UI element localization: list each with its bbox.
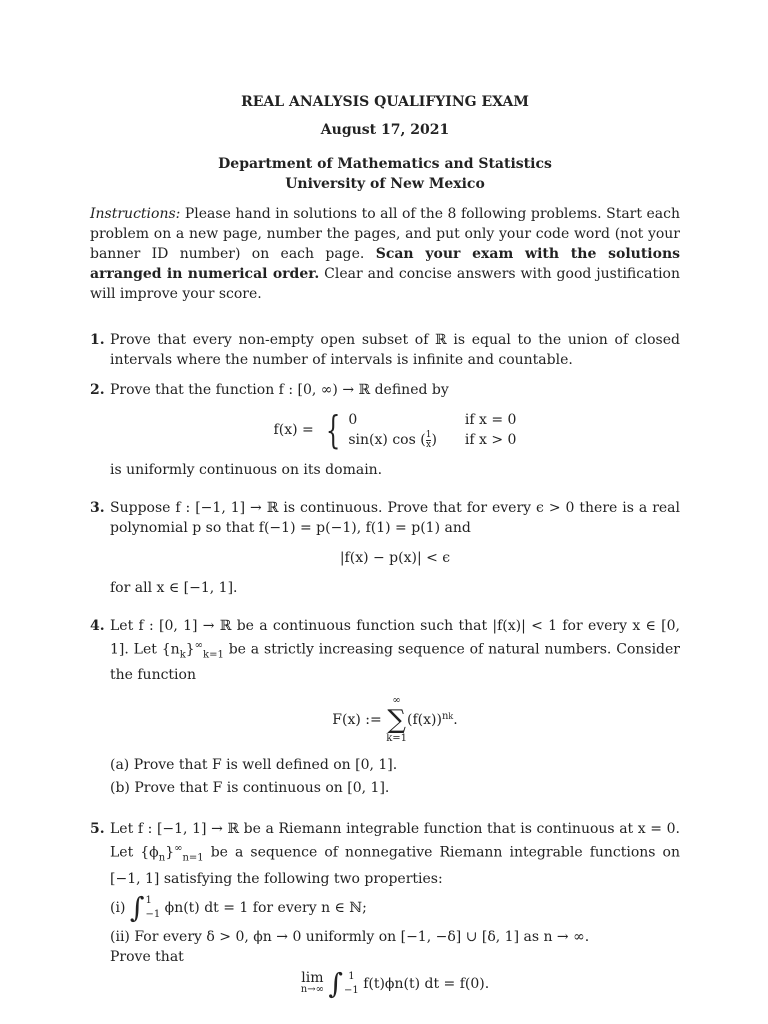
problem-1 <box>90 330 680 370</box>
problem-number: 1. <box>90 332 105 348</box>
fraction: $\frac{1}{x}$ <box>425 429 432 450</box>
function-lhs: f(x) = <box>273 422 314 438</box>
problem-4 <box>90 616 680 801</box>
inequality: |f(x) − p(x)| < ϵ <box>339 550 451 566</box>
part-b: (b) Prove that F is continuous on [0, 1]. <box>110 780 390 797</box>
university-name: University of New Mexico <box>285 176 485 192</box>
problem-intro: Prove that the function f : [0, ∞) → ℝ defined by <box>110 382 449 398</box>
problem-3 <box>90 498 680 598</box>
problem-number: 5. <box>90 821 105 838</box>
instructions-bold: Scan your exam with the solutions arranged in numerical order. <box>90 246 681 282</box>
exam-title: REAL ANALYSIS QUALIFYING EXAM <box>241 94 529 110</box>
limit-statement: lim n→∞ ∫ 1 −1 f(t)ϕn(t) dt = f(0). <box>300 966 490 1000</box>
problem-number: 3. <box>90 500 105 516</box>
problem-number: 2. <box>90 382 105 398</box>
case-1-condition: if x = 0 <box>464 412 517 428</box>
case-1-expression: 0 <box>348 412 358 428</box>
instructions-text-2: Clear and concise answers with good justification will improve your score. <box>90 266 680 302</box>
case-2-expression: sin(x) cos ( $\frac{1}{x}$ ) <box>348 429 437 450</box>
department-name: Department of Mathematics and Statistics <box>218 156 552 172</box>
problem-number: 4. <box>90 618 105 634</box>
instructions-text-1: Please hand in solutions to all of the 8 following problems. Start each problem on a new page, number the pages, and put only your code word (not your banner ID number) on each page. <box>90 206 680 262</box>
parts-list <box>110 755 680 798</box>
problem-outro: for all x ∈ [−1, 1]. <box>110 580 238 596</box>
problem-5 <box>90 819 680 1008</box>
instructions <box>90 204 680 304</box>
prove-label: Prove that <box>110 948 184 965</box>
problem-intro: Let f : [0, 1] → ℝ be a continuous function such that |f(x)| < 1 for every x ∈ [0, 1]. Let $\{n_k\}^\infty_{k=1}$ be a strictly increasing sequence of natural numbers. Consider the function <box>110 618 680 684</box>
integral-sign: ∫ 1 −1 <box>129 890 161 924</box>
exam-page <box>90 92 680 1009</box>
instructions-label: Instructions: <box>90 206 181 222</box>
property-i: (i) ∫ 1 −1 ϕn(t) dt = 1 for every n ∈ ℕ; <box>110 890 367 924</box>
property-ii: (ii) For every δ > 0, ϕn → 0 uniformly on [−1, −δ] ∪ [δ, 1] as n → ∞. <box>110 928 590 945</box>
limit-operator: lim n→∞ <box>300 969 324 995</box>
summation: ∞ ∑ k=1 <box>386 695 407 745</box>
problem-intro: Suppose f : [−1, 1] → ℝ is continuous. Prove that for every ϵ > 0 there is a real polynomial p so that f(−1) = p(−1), f(1) = p(1) and <box>110 500 680 536</box>
exam-date: August 17, 2021 <box>320 122 450 138</box>
problem-intro: Let f : [−1, 1] → ℝ be a Riemann integrable function that is continuous at x = 0. Let $\{\phi_n\}^\infty_{n=1}$ be a sequence of nonnegative Riemann integrable functions on [−1, 1] satisfying the following two properties: <box>110 821 681 887</box>
problem-outro: is uniformly continuous on its domain. <box>110 462 383 478</box>
case-2-condition: if x > 0 <box>464 432 517 448</box>
series-definition: F(x) := ∞ ∑ k=1 $(f(x))^{nk}$. <box>332 695 458 745</box>
part-a: (a) Prove that F is well defined on [0, 1]. <box>110 757 398 774</box>
problem-2 <box>90 380 680 480</box>
problem-text: Prove that every non-empty open subset of ℝ is equal to the union of closed intervals where the number of intervals is infinite and countable. <box>110 332 680 368</box>
integral-sign: ∫ 1 −1 <box>328 966 359 1000</box>
left-brace: { <box>326 408 341 452</box>
piecewise-definition <box>110 410 680 450</box>
